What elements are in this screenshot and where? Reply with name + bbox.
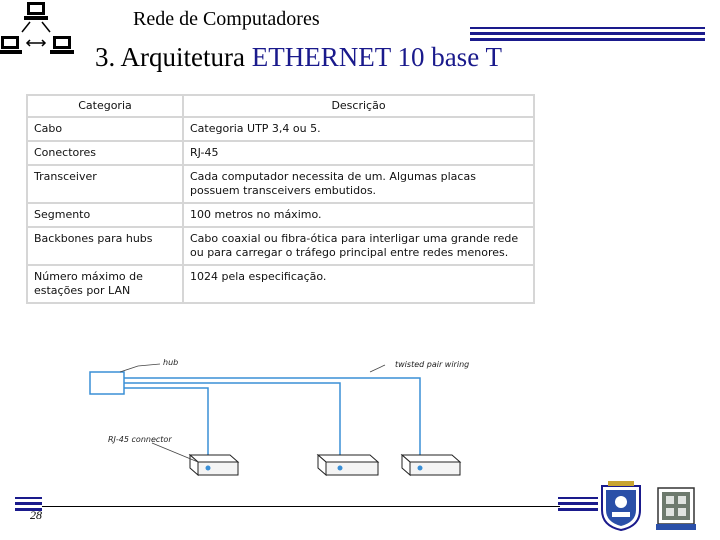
footer-rule-left-1: [15, 497, 42, 499]
workstation: [402, 455, 460, 475]
workstation: [190, 455, 238, 475]
workstation: [318, 455, 378, 475]
slide-title: [95, 42, 502, 73]
table-cell: Segmento: [27, 203, 183, 227]
table-row: [27, 141, 534, 165]
table-cell: Transceiver: [27, 165, 183, 203]
slide-title-prefix: 3. Arquitetura: [95, 42, 252, 72]
table-header-row: [27, 95, 534, 117]
header-rule-1: [470, 27, 705, 29]
table-cell: 100 metros no máximo.: [183, 203, 534, 227]
table-cell: Cada computador necessita de um. Algumas placas possuem transceivers embutidos.: [183, 165, 534, 203]
table-row: [27, 165, 534, 203]
school-crest-logo: [652, 484, 700, 532]
table-cell: Categoria UTP 3,4 ou 5.: [183, 117, 534, 141]
table-row: [27, 227, 534, 265]
university-crest-logo: [598, 480, 644, 532]
table-cell: 1024 pela especificação.: [183, 265, 534, 303]
header-rule-2: [470, 32, 705, 35]
page-number: 28: [30, 508, 42, 522]
table-cell: RJ-45: [183, 141, 534, 165]
column-header: Categoria: [27, 95, 183, 117]
table-row: [27, 203, 534, 227]
table-row: [27, 117, 534, 141]
table-row: [27, 265, 534, 303]
hub-box: [90, 372, 124, 394]
footer-line: [42, 506, 560, 507]
footer-rule-right-2: [558, 502, 598, 505]
ethernet-diagram: [80, 350, 520, 485]
table-cell: Backbones para hubs: [27, 227, 183, 265]
table-cell: Cabo: [27, 117, 183, 141]
table-cell: Número máximo de estações por LAN: [27, 265, 183, 303]
hub-label: hub: [163, 358, 179, 367]
column-header: Descrição: [183, 95, 534, 117]
rj45-connector-label: RJ-45 connector: [108, 435, 172, 444]
twisted-pair-wires: [124, 378, 420, 468]
slide-title-highlight: ETHERNET 10 base T: [251, 42, 502, 72]
footer-rule-left-2: [15, 502, 42, 505]
header-title: Rede de Computadores: [133, 8, 320, 30]
header-rule-3: [470, 38, 705, 41]
footer-rule-right-3: [558, 508, 598, 511]
network-computers-icon: [0, 0, 80, 62]
spec-table: [26, 94, 535, 304]
table-cell: Cabo coaxial ou fibra-ótica para interligar uma grande rede ou para carregar o tráfego principal entre redes menores.: [183, 227, 534, 265]
table-cell: Conectores: [27, 141, 183, 165]
footer-rule-right-1: [558, 497, 598, 499]
twisted-pair-label: twisted pair wiring: [395, 360, 470, 369]
